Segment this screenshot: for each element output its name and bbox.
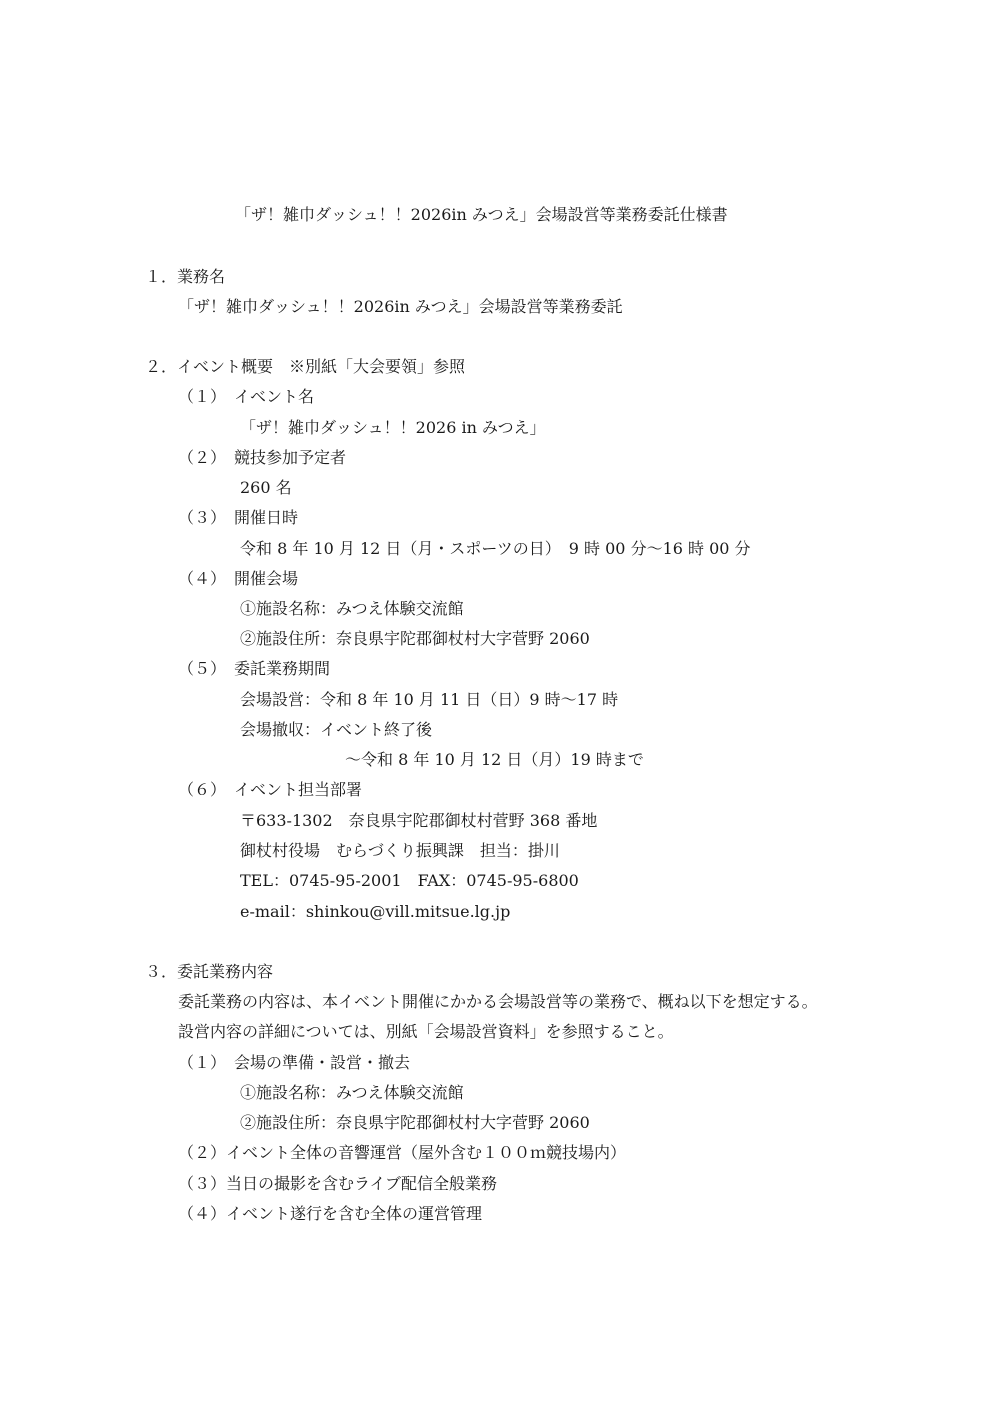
task-1-venue-address: ②施設住所：奈良県宇陀郡御杖村大字菅野 2060 <box>240 1113 590 1132</box>
department-email: e-mail：shinkou@vill.mitsue.lg.jp <box>240 902 511 921</box>
venue-label: （４） 開催会場 <box>178 569 299 588</box>
document-title: 「ザ！雑巾ダッシュ！！2026in みつえ」会場設営等業務委託仕様書 <box>235 205 728 224</box>
department-phone-fax: TEL：0745-95-2001 FAX：0745-95-6800 <box>240 871 579 890</box>
department-address: 〒633-1302 奈良県宇陀郡御杖村菅野 368 番地 <box>240 811 598 830</box>
setup-period: 会場設営：令和 8 年 10 月 11 日（日）9 時〜17 時 <box>240 690 619 709</box>
participants-value: 260 名 <box>240 478 292 497</box>
task-1-label: （１） 会場の準備・設営・撤去 <box>178 1053 411 1072</box>
task-2: （２）イベント全体の音響運営（屋外含む１００ｍ競技場内） <box>178 1143 627 1162</box>
contract-period-label: （５） 委託業務期間 <box>178 659 331 678</box>
teardown-period: 会場撤収：イベント終了後 <box>240 720 433 739</box>
department-name: 御杖村役場 むらづくり振興課 担当：掛川 <box>240 841 560 860</box>
section-3-intro-2: 設営内容の詳細については、別紙「会場設営資料」を参照すること。 <box>178 1022 674 1041</box>
teardown-period-end: 〜令和 8 年 10 月 12 日（月）19 時まで <box>345 750 644 769</box>
event-name-label: （１） イベント名 <box>178 387 315 406</box>
section-1-heading: １．業務名 <box>145 267 226 286</box>
task-1-venue-name: ①施設名称：みつえ体験交流館 <box>240 1083 464 1102</box>
task-3: （３）当日の撮影を含むライブ配信全般業務 <box>178 1174 498 1193</box>
event-date-value: 令和 8 年 10 月 12 日（月・スポーツの日） 9 時 00 分〜16 時 00 分 <box>240 539 751 558</box>
department-label: （６） イベント担当部署 <box>178 780 363 799</box>
event-date-label: （３） 開催日時 <box>178 508 299 527</box>
participants-label: （２） 競技参加予定者 <box>178 448 347 467</box>
task-4: （４）イベント遂行を含む全体の運営管理 <box>178 1204 483 1223</box>
section-1-body: 「ザ！雑巾ダッシュ！！2026in みつえ」会場設営等業務委託 <box>178 297 623 316</box>
section-2-heading: ２．イベント概要 ※別紙「大会要領」参照 <box>145 357 466 376</box>
section-3-heading: ３．委託業務内容 <box>145 962 274 981</box>
venue-address: ②施設住所：奈良県宇陀郡御杖村大字菅野 2060 <box>240 629 590 648</box>
venue-name: ①施設名称：みつえ体験交流館 <box>240 599 464 618</box>
event-name-value: 「ザ！雑巾ダッシュ！！2026 in みつえ」 <box>240 418 546 437</box>
section-3-intro-1: 委託業務の内容は、本イベント開催にかかる会場設営等の業務で、概ね以下を想定する。 <box>178 992 818 1011</box>
